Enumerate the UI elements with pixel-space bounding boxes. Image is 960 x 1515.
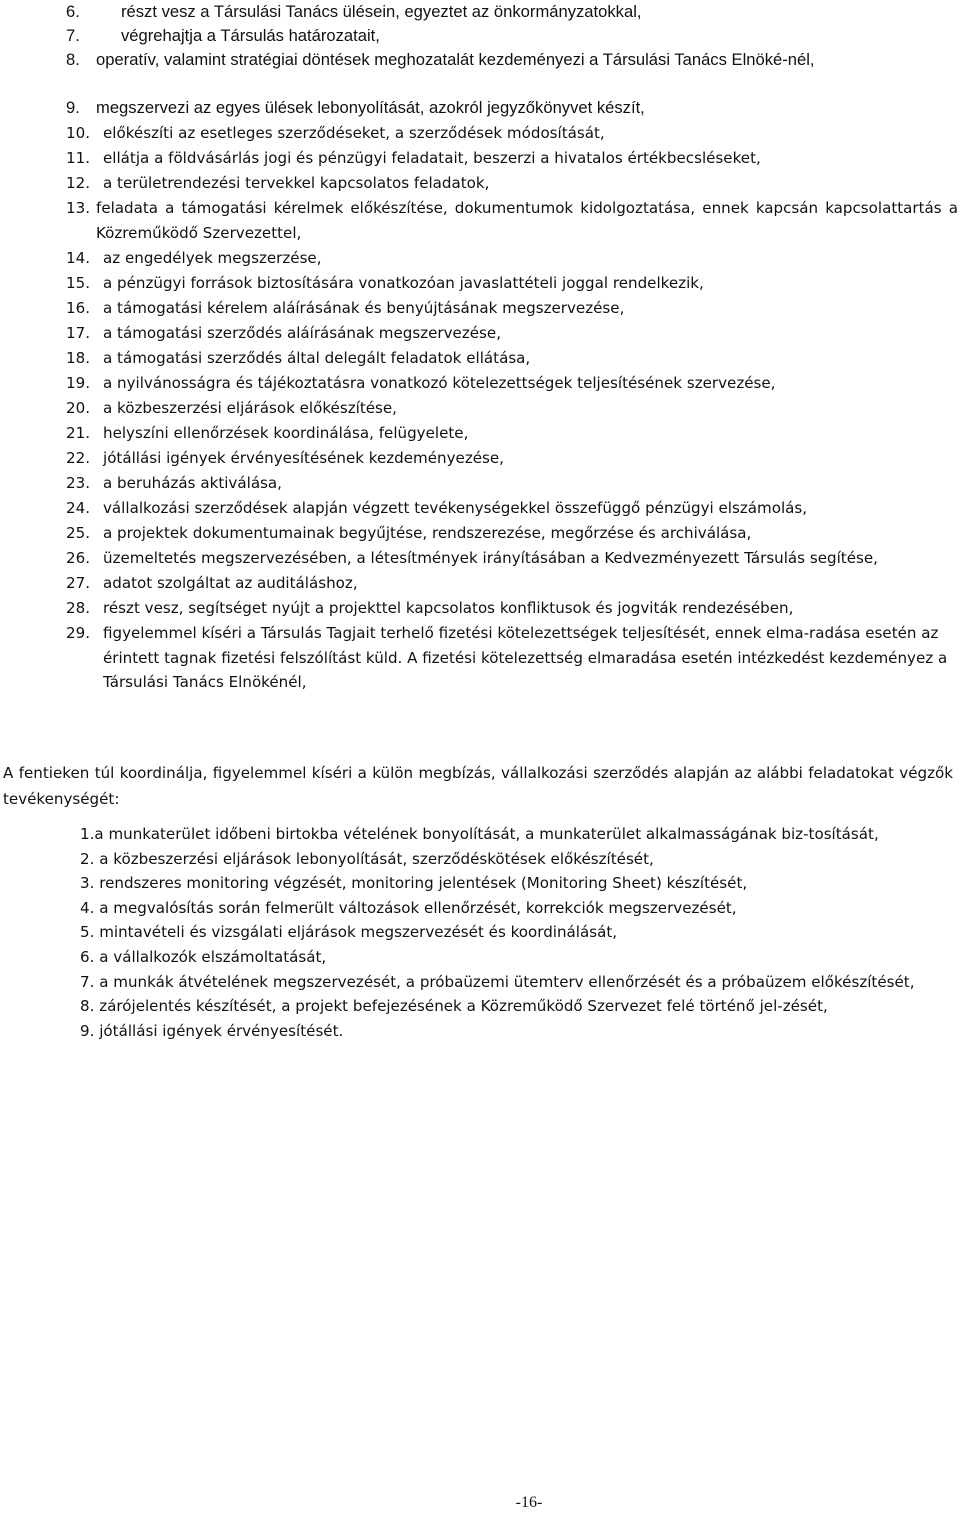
list-item — [0, 346, 960, 371]
list-item — [80, 871, 952, 896]
list-item-text: ellátja a földvásárlás jogi és pénzügyi feladatait, beszerzi a hivatalos értékbecsléseket, — [103, 149, 761, 167]
list-item — [80, 896, 952, 921]
list-item — [0, 321, 960, 346]
list-item — [0, 171, 960, 196]
list-item-number: 23. — [66, 474, 91, 492]
list-item-number: 18. — [66, 349, 91, 367]
list-item-number: 25. — [66, 524, 91, 542]
list-item-number: 6. — [66, 2, 80, 21]
list-item — [0, 496, 960, 521]
list-item — [80, 920, 952, 945]
list-item — [0, 546, 960, 571]
list-item — [0, 596, 960, 621]
list-item-text: üzemeltetés megszervezésében, a létesítmények irányításában a Kedvezményezett Társulás segítése, — [103, 549, 878, 567]
list-item-number: 22. — [66, 449, 91, 467]
list-item — [80, 1019, 952, 1044]
list-item — [0, 396, 960, 421]
list-item-text: a támogatási szerződés aláírásának megszervezése, — [103, 324, 502, 342]
list-item — [80, 994, 952, 1019]
list-item-number: 24. — [66, 499, 91, 517]
list-item-text: részt vesz a Társulási Tanács ülésein, egyeztet az önkormányzatokkal, — [121, 2, 642, 21]
list-item-number: 21. — [66, 424, 91, 442]
list-item-text: rendszeres monitoring végzését, monitoring jelentések (Monitoring Sheet) készítését, — [99, 874, 748, 893]
list-item-text: operatív, valamint stratégiai döntések meghozatalát kezdeményezi a Társulási Tanács Elnöké-nél, — [96, 50, 815, 69]
list-item-text: vállalkozási szerződések alapján végzett tevékenységekkel összefüggő pénzügyi elszámolás, — [103, 499, 808, 517]
list-item-text: előkészíti az esetleges szerződéseket, a szerződések módosítását, — [103, 124, 605, 142]
list-item — [80, 847, 952, 872]
list-item — [0, 471, 960, 496]
list-item-number: 27. — [66, 574, 91, 592]
list-item-text: a közbeszerzési eljárások lebonyolítását, szerződéskötések előkészítését, — [99, 849, 654, 868]
list-item-number: 8. — [80, 997, 95, 1016]
list-item-number: 7. — [80, 972, 95, 991]
list-item-text: részt vesz, segítséget nyújt a projekttel kapcsolatos konfliktusok és jogviták rendezésében, — [103, 599, 794, 617]
list-item-number: 5. — [80, 923, 95, 942]
list-item — [0, 296, 960, 321]
list-item — [0, 421, 960, 446]
list-item-number: 13. — [66, 199, 91, 217]
list-item-number: 28. — [66, 599, 91, 617]
list-item-text: zárójelentés készítését, a projekt befejezésének a Közreműködő Szervezet felé történő jel-zését, — [99, 997, 828, 1016]
list-item-text: a beruházás aktiválása, — [103, 474, 282, 492]
list-item — [0, 621, 960, 695]
list-item-text: jótállási igények érvényesítését. — [99, 1021, 344, 1040]
list-item — [0, 48, 958, 73]
list-item-text: a projektek dokumentumainak begyűjtése, rendszerezése, megőrzése és archiválása, — [103, 524, 752, 542]
list-item-text: a közbeszerzési eljárások előkészítése, — [103, 399, 397, 417]
list-item-text: végrehajtja a Társulás határozatait, — [121, 26, 380, 45]
list-item-text: a területrendezési tervekkel kapcsolatos feladatok, — [103, 174, 490, 192]
list-item — [0, 121, 960, 146]
list-item-number: 2. — [80, 849, 95, 868]
list-item-number: 8. — [66, 50, 80, 69]
list-item-text: a vállalkozók elszámoltatását, — [99, 947, 327, 966]
list-item-number: 7. — [66, 26, 80, 45]
list-item-text: a pénzügyi források biztosítására vonatkozóan javaslattételi joggal rendelkezik, — [103, 274, 704, 292]
list-item-number: 4. — [80, 898, 95, 917]
list-item-number: 14. — [66, 249, 91, 267]
list-item-number: 26. — [66, 549, 91, 567]
list-item — [0, 271, 960, 296]
page-number: -16- — [515, 1494, 543, 1511]
list-item-text: adatot szolgáltat az auditáláshoz, — [103, 574, 358, 592]
list-item — [80, 970, 952, 995]
list-item — [0, 24, 960, 49]
list-item — [0, 521, 960, 546]
list-item-text: figyelemmel kíséri a Társulás Tagjait terhelő fizetési kötelezettségek teljesítését, ennek elma-radása esetén az érintett tagnak fizetési felszólítást küld. A fizetési kötelezettség elmaradása esetén intézkedést kezdeményez a Társulási Tanács Elnökénél, — [103, 624, 948, 692]
list-item-text: mintavételi és vizsgálati eljárások megszervezését és koordinálását, — [99, 923, 618, 942]
list-item — [0, 571, 960, 596]
list-item — [0, 371, 960, 396]
list-item-number: 3. — [80, 874, 95, 893]
list-item-text: a munkaterület időbeni birtokba vételének bonyolítását, a munkaterület alkalmasságának biz-tosítását, — [94, 825, 879, 843]
coordinated-tasks-list — [80, 822, 952, 1043]
list-item-text: megszervezi az egyes ülések lebonyolítását, azokról jegyzőkönyvet készít, — [96, 98, 645, 117]
list-item-text: a támogatási szerződés által delegált feladatok ellátása, — [103, 349, 531, 367]
list-item-number: 20. — [66, 399, 91, 417]
list-item-text: a támogatási kérelem aláírásának és benyújtásának megszervezése, — [103, 299, 625, 317]
list-item-number: 11. — [66, 149, 91, 167]
list-item-number: 19. — [66, 374, 91, 392]
list-item — [0, 196, 958, 245]
list-item-number: 6. — [80, 947, 95, 966]
list-item-text: az engedélyek megszerzése, — [103, 249, 322, 267]
list-item-number: 16. — [66, 299, 91, 317]
list-item-number: 12. — [66, 174, 91, 192]
list-item — [0, 446, 960, 471]
list-item — [80, 822, 952, 847]
list-item-number: 17. — [66, 324, 91, 342]
coordination-paragraph: A fentieken túl koordinálja, figyelemmel kíséri a külön megbízás, vállalkozási szerződés alapján az alábbi feladatokat végzők tevékenységét: — [3, 764, 953, 809]
list-item-text: a nyilvánosságra és tájékoztatásra vonatkozó kötelezettségek teljesítésének szervezése, — [103, 374, 776, 392]
list-item — [0, 0, 960, 25]
list-item — [0, 146, 960, 171]
list-item-number: 9. — [66, 98, 80, 117]
list-item-text: helyszíni ellenőrzések koordinálása, felügyelete, — [103, 424, 469, 442]
list-item-number: 15. — [66, 274, 91, 292]
list-item — [80, 945, 952, 970]
list-item-text: feladata a támogatási kérelmek előkészítése, dokumentumok kidolgoztatása, ennek kapcsán kapcsolattartás a Közreműködő Szervezettel, — [96, 199, 958, 242]
list-item-text: a megvalósítás során felmerült változások ellenőrzését, korrekciók megszervezését, — [99, 898, 737, 917]
list-item — [0, 246, 960, 271]
list-item — [0, 96, 960, 121]
list-item-number: 10. — [66, 124, 91, 142]
list-item-text: a munkák átvételének megszervezését, a próbaüzemi ütemterv ellenőrzését és a próbaüzem előkészítését, — [99, 972, 915, 991]
list-item-number: 9. — [80, 1021, 95, 1040]
list-item-text: jótállási igények érvényesítésének kezdeményezése, — [103, 449, 504, 467]
list-item-number: 1. — [80, 825, 95, 843]
list-item-number: 29. — [66, 624, 91, 642]
